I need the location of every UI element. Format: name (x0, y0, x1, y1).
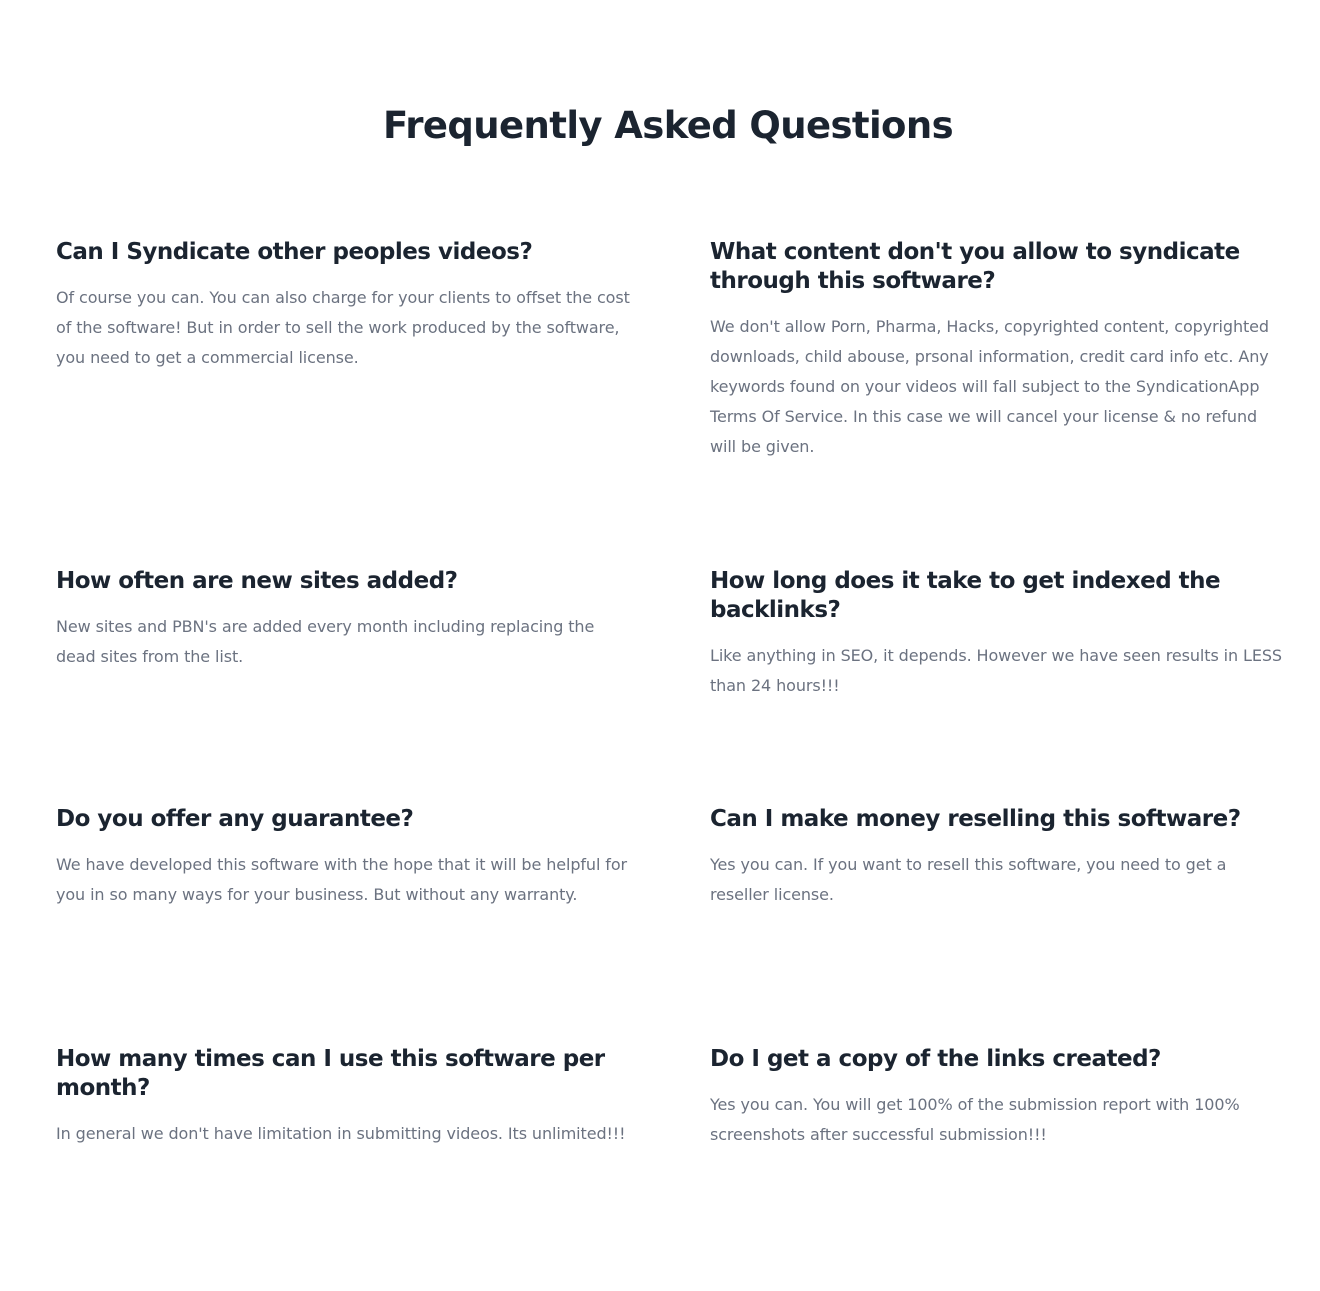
faq-item-guarantee (56, 805, 636, 910)
faq-question: What content don't you allow to syndicate through this software? (710, 239, 1240, 294)
faq-item-links-copy (710, 1045, 1285, 1150)
page-title: Frequently Asked Questions (382, 104, 954, 147)
faq-answer: Yes you can. You will get 100% of the submission report with 100% screenshots after successful submission!!! (710, 1095, 1240, 1144)
faq-question: How many times can I use this software per month? (56, 1046, 605, 1101)
faq-item-syndicate-videos (56, 238, 636, 373)
faq-answer: We have developed this software with the hope that it will be helpful for you in so many ways for your business. But without any warranty. (56, 855, 627, 904)
faq-question: How long does it take to get indexed the backlinks? (710, 568, 1221, 623)
faq-question: How often are new sites added? (56, 568, 458, 594)
faq-question: Can I make money reselling this software? (710, 806, 1241, 832)
faq-answer: In general we don't have limitation in submitting videos. Its unlimited!!! (56, 1124, 626, 1143)
faq-item-reselling (710, 805, 1285, 910)
faq-answer: Of course you can. You can also charge for your clients to offset the cost of the software! But in order to sell the work produced by the software, you need to get a commercial license. (56, 288, 630, 367)
faq-answer: New sites and PBN's are added every month including replacing the dead sites from the list. (56, 617, 595, 666)
faq-answer: Like anything in SEO, it depends. However we have seen results in LESS than 24 hours!!! (710, 646, 1282, 695)
faq-answer: We don't allow Porn, Pharma, Hacks, copyrighted content, copyrighted downloads, child abouse, prsonal information, credit card info etc. Any keywords found on your videos will fall subject to the SyndicationApp Terms Of Service. In this case we will cancel your license & no refund will be given. (710, 317, 1269, 456)
faq-answer: Yes you can. If you want to resell this software, you need to get a reseller license. (710, 855, 1227, 904)
faq-item-indexing-time (710, 567, 1285, 701)
faq-question: Do I get a copy of the links created? (710, 1046, 1161, 1072)
faq-item-new-sites (56, 567, 636, 672)
faq-question: Do you offer any guarantee? (56, 806, 414, 832)
faq-item-disallowed-content (710, 238, 1285, 462)
faq-question: Can I Syndicate other peoples videos? (56, 239, 533, 265)
faq-item-usage-limit (56, 1045, 636, 1149)
